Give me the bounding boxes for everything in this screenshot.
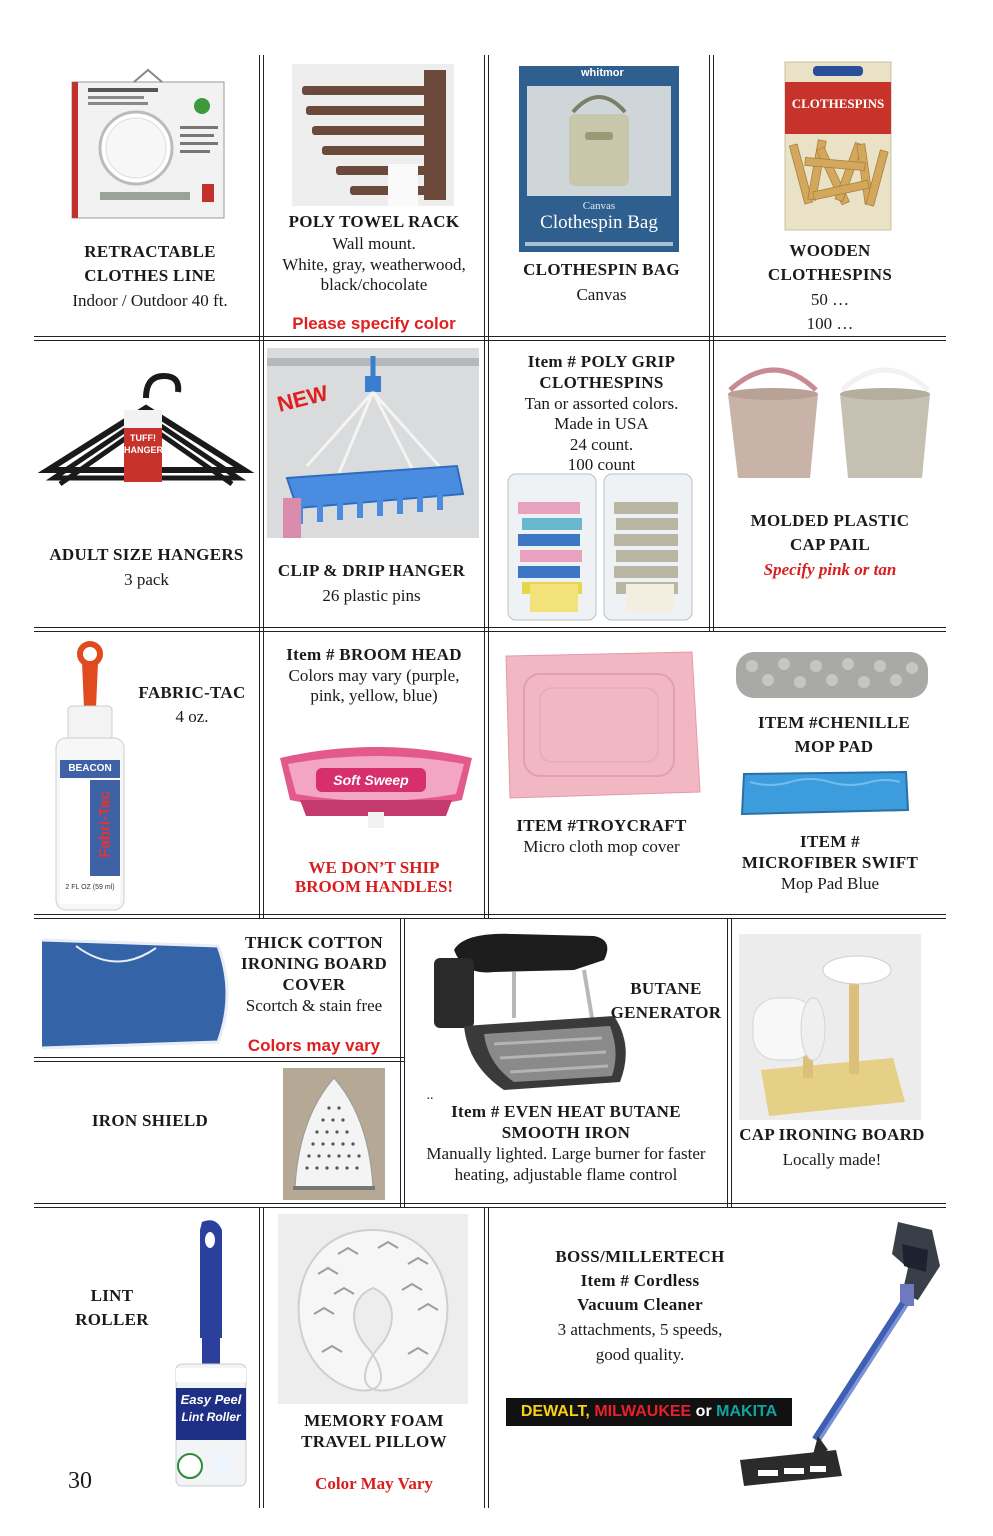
divider-col-r5b [484,1208,489,1508]
clip-drip-title: CLIP & DRIP HANGER [277,561,466,580]
butane-title-2: SMOOTH IRON [501,1123,631,1142]
vacuum-title-3: Vacuum Cleaner [577,1295,703,1314]
wooden-clothespins-desc-2: 100 … [806,314,854,333]
lint-roller-title-2: ROLLER [75,1310,149,1329]
retractable-desc: Indoor / Outdoor 40 ft. [72,291,228,310]
clip-drip-desc: 26 plastic pins [322,586,421,605]
cap-pail-title-2: CAP PAIL [789,535,870,554]
poly-grip-desc-3: 24 count. [569,435,634,454]
cap-board-desc: Locally made! [782,1150,882,1169]
divider-col-r3b [484,632,489,919]
ironing-cover-image [36,934,236,1054]
hangers-title: ADULT SIZE HANGERS [49,545,244,564]
poly-grip-image [506,472,696,622]
broom-head-image [276,740,476,832]
pillow-note: Color May Vary [315,1474,433,1493]
cap-pail-image [718,360,944,490]
butane-desc-1: Manually lighted. Large burner for faster [426,1144,706,1163]
ironing-cover-note: Colors may vary [247,1036,381,1055]
divider-row-1 [34,336,946,341]
towel-rack-desc-3: black/chocolate [320,275,428,294]
clothespin-bag-pkg-line1: Canvas [582,200,616,212]
iron-shield-image [283,1068,385,1200]
towel-rack-desc-2: White, gray, weatherwood, [282,255,466,274]
fabric-tac-title: FABRIC-TAC [138,683,246,702]
cap-pail-note: Specify pink or tan [763,560,897,579]
wooden-clothespins-title-2: CLOTHESPINS [767,265,893,284]
poly-grip-title-2: CLOTHESPINS [539,373,664,392]
microfiber-desc: Mop Pad Blue [780,874,880,893]
pillow-image [278,1214,468,1404]
troycraft-desc: Micro cloth mop cover [523,837,680,856]
hangers-pkg-text: TUFF! HANGERS [124,433,170,455]
poly-grip-desc-4: 100 count [567,455,636,474]
broom-head-title: Item # BROOM HEAD [286,645,462,664]
divider-col-r5a [259,1208,264,1508]
lint-roller-title-1: LINT [90,1286,134,1305]
wooden-clothespins-title-1: WOODEN [789,241,871,260]
wooden-clothespins-pkg-text: CLOTHESPINS [791,96,885,111]
butane-desc-2: heating, adjustable flame control [454,1165,678,1184]
lint-roller-label-2: Lint Roller [181,1410,241,1424]
troycraft-title: ITEM #TROYCRAFT [516,816,687,835]
retractable-title-1: RETRACTABLE [84,242,216,261]
clothespin-bag-pkg-line2: Clothespin Bag [540,212,658,233]
butane-title-1: Item # EVEN HEAT BUTANE [451,1102,681,1121]
divider-row-2 [34,627,946,632]
broom-head-desc-1: Colors may vary (purple, [288,666,460,685]
vacuum-title-2: Item # Cordless [580,1271,700,1290]
troycraft-mop-image [496,650,702,800]
fabric-tac-image [52,640,128,912]
hangers-image [38,358,258,508]
clothespin-bag-pkg-brand: whitmor [581,67,624,79]
chenille-title-1: ITEM #CHENILLE [757,713,911,732]
towel-rack-desc-1: Wall mount. [332,234,416,253]
vacuum-image [732,1214,948,1496]
vacuum-title-1: BOSS/MILLERTECH [555,1247,725,1266]
clip-drip-badge: NEW [274,380,331,417]
ironing-cover-title-3: COVER [282,975,346,994]
clothespin-bag-title: CLOTHESPIN BAG [523,260,680,279]
iron-shield-title: IRON SHIELD [91,1111,209,1130]
broom-head-desc-2: pink, yellow, blue) [310,686,438,705]
hangers-desc: 3 pack [124,570,169,589]
poly-grip-desc-2: Made in USA [554,414,649,433]
towel-rack-note: Please specify color [292,314,456,333]
poly-grip-desc-1: Tan or assorted colors. [524,394,679,413]
fabric-tac-label-name: Fabri-Tac [96,791,114,858]
pillow-title-2: TRAVEL PILLOW [301,1432,447,1451]
brand-makita: MAKITA [716,1403,778,1420]
chenille-title-2: MOP PAD [794,737,874,756]
page-number: 30 [68,1468,92,1494]
retractable-title-2: CLOTHES LINE [84,266,216,285]
microfiber-title-2: MICROFIBER SWIFT [741,853,919,872]
towel-rack-image [292,64,454,206]
wooden-clothespins-desc-1: 50 … [810,290,850,309]
divider-row-4a [34,1057,404,1062]
vacuum-desc-2: good quality. [595,1345,685,1364]
fabric-tac-desc: 4 oz. [175,707,209,726]
butane-iron-image [424,926,636,1096]
clothespin-bag-image [519,66,679,252]
broom-head-label-brand: Soft Sweep [333,772,409,788]
ironing-cover-desc: Scortch & stain free [245,996,383,1015]
chenille-mop-image [732,644,932,706]
butane-dots: .. [426,1088,434,1103]
vacuum-desc-1: 3 attachments, 5 speeds, [557,1320,723,1339]
ironing-cover-title-2: IRONING BOARD [240,954,388,973]
cap-pail-title-1: MOLDED PLASTIC [750,511,910,530]
clip-drip-hanger-image [267,348,479,538]
cap-board-title: CAP IRONING BOARD [739,1125,925,1144]
microfiber-title-1: ITEM # [800,832,860,851]
fabric-tac-label-size: 2 FL OZ (59 ml) [65,884,115,891]
fabric-tac-label-brand: BEACON [68,763,112,774]
brand-milwaukee: MILWAUKEE [594,1403,692,1420]
broom-head-note-1: WE DON’T SHIP [308,858,440,877]
towel-rack-title: POLY TOWEL RACK [288,212,460,231]
divider-row-3 [34,914,946,919]
clothespin-bag-desc: Canvas [576,285,627,304]
pillow-title-1: MEMORY FOAM [304,1411,444,1430]
ironing-cover-title-1: THICK COTTON [245,933,383,952]
lint-roller-image [172,1218,248,1490]
microfiber-mop-image [740,770,910,816]
retractable-clothesline-image [70,68,226,220]
butane-label-2: GENERATOR [610,1003,722,1022]
lint-roller-label-1: Easy Peel [180,1392,242,1407]
broom-head-note-2: BROOM HANDLES! [294,877,454,896]
poly-grip-title-1: Item # POLY GRIP [527,352,676,371]
brand-or: or [695,1403,712,1420]
divider-row-4 [34,1203,946,1208]
butane-label-1: BUTANE [630,979,702,998]
cap-board-image [739,934,921,1120]
wooden-clothespins-image [783,60,893,232]
brand-dewalt: DEWALT, [520,1403,590,1420]
